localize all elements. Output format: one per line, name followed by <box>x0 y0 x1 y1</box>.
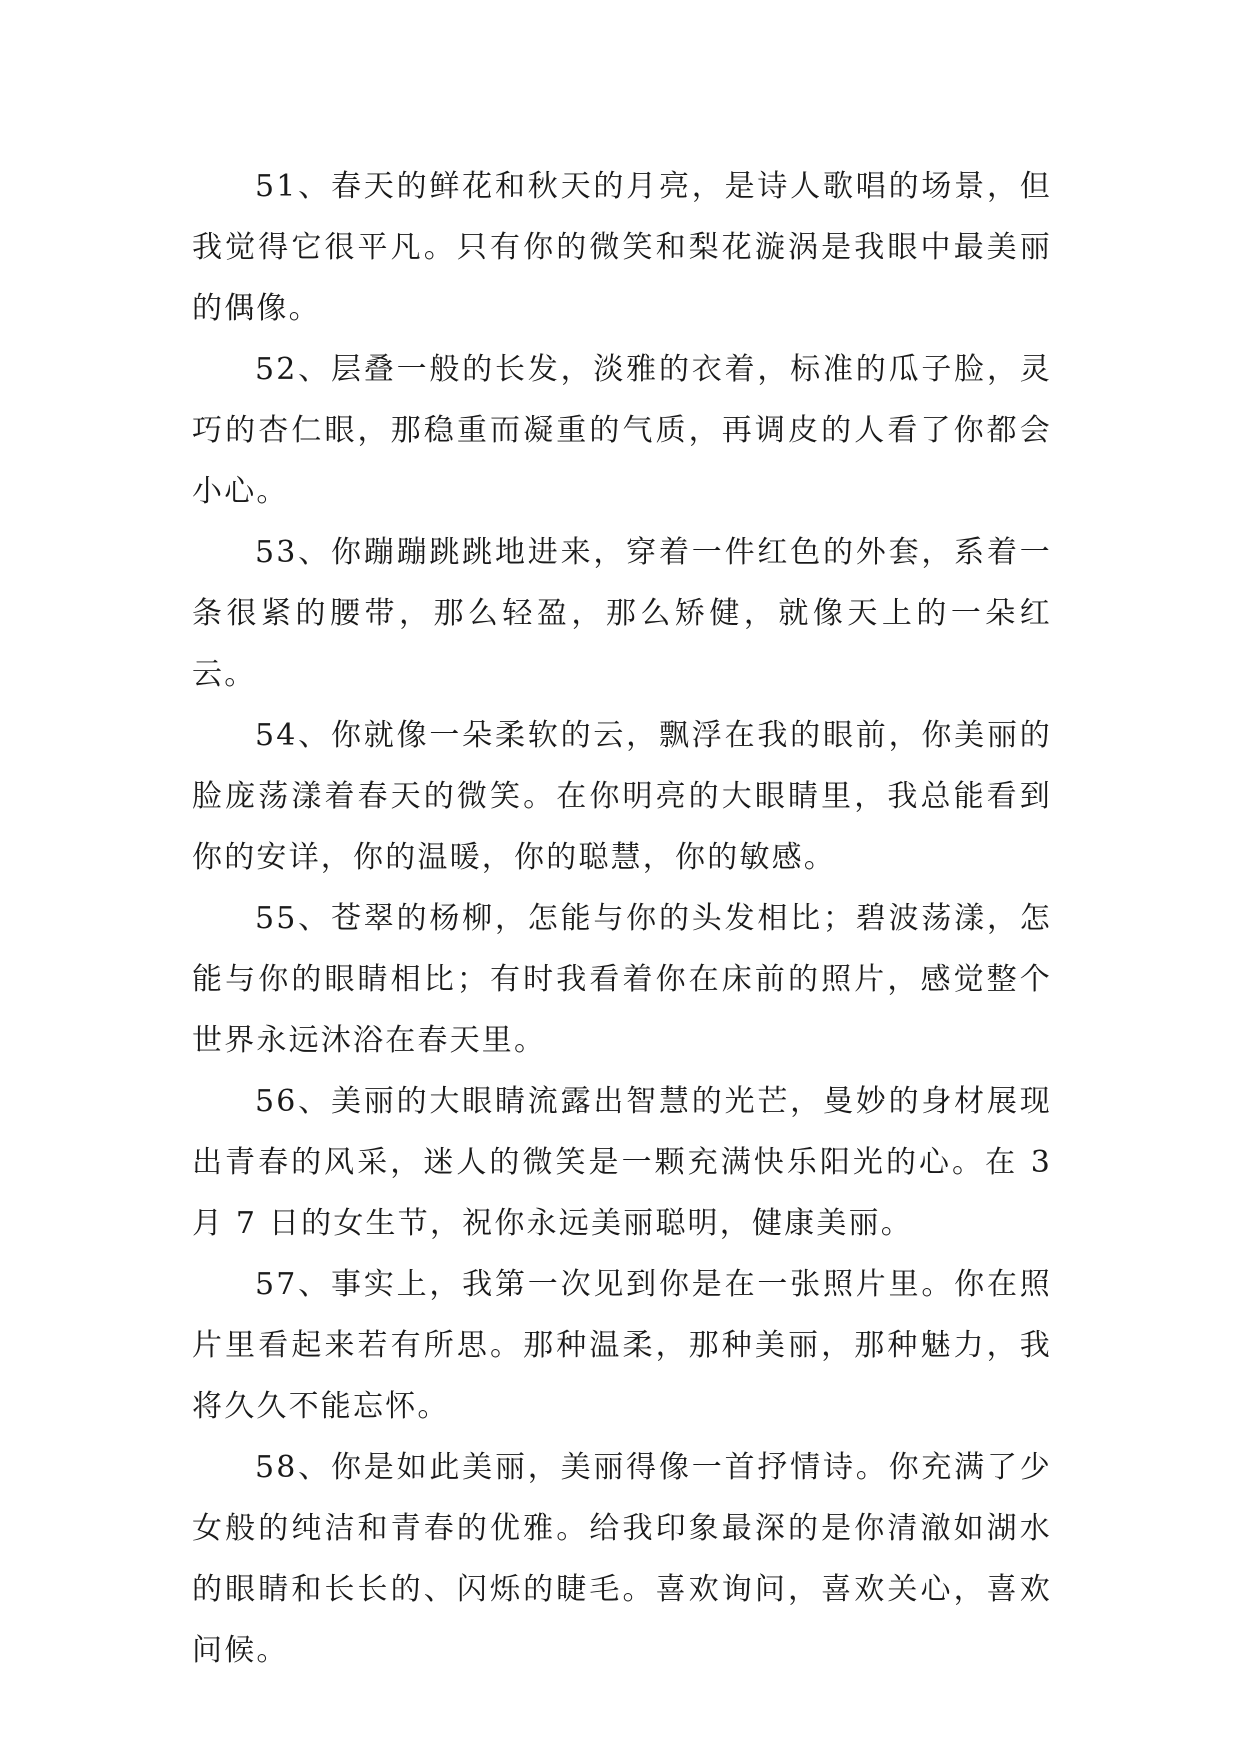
document-body <box>192 156 1052 1681</box>
paragraph-55: 55、苍翠的杨柳，怎能与你的头发相比；碧波荡漾，怎能与你的眼睛相比；有时我看着你在床前的照片，感觉整个世界永远沐浴在春天里。 <box>192 901 1052 1058</box>
paragraph-51: 51、春天的鲜花和秋天的月亮，是诗人歌唱的场景，但我觉得它很平凡。只有你的微笑和梨花漩涡是我眼中最美丽的偶像。 <box>192 169 1052 326</box>
paragraph-52: 52、层叠一般的长发，淡雅的衣着，标准的瓜子脸，灵巧的杏仁眼，那稳重而凝重的气质，再调皮的人看了你都会小心。 <box>192 352 1052 509</box>
paragraph-54: 54、你就像一朵柔软的云，飘浮在我的眼前，你美丽的脸庞荡漾着春天的微笑。在你明亮的大眼睛里，我总能看到你的安详，你的温暖，你的聪慧，你的敏感。 <box>192 718 1052 875</box>
paragraph-53: 53、你蹦蹦跳跳地进来，穿着一件红色的外套，系着一条很紧的腰带，那么轻盈，那么矫健，就像天上的一朵红云。 <box>192 535 1052 692</box>
paragraph-56: 56、美丽的大眼睛流露出智慧的光芒，曼妙的身材展现出青春的风采，迷人的微笑是一颗充满快乐阳光的心。在 3 月 7 日的女生节，祝你永远美丽聪明，健康美丽。 <box>192 1084 1052 1241</box>
paragraph-57: 57、事实上，我第一次见到你是在一张照片里。你在照片里看起来若有所思。那种温柔，那种美丽，那种魅力，我将久久不能忘怀。 <box>192 1267 1052 1424</box>
paragraph-58: 58、你是如此美丽，美丽得像一首抒情诗。你充满了少女般的纯洁和青春的优雅。给我印象最深的是你清澈如湖水的眼睛和长长的、闪烁的睫毛。喜欢询问，喜欢关心，喜欢问候。 <box>192 1450 1052 1668</box>
